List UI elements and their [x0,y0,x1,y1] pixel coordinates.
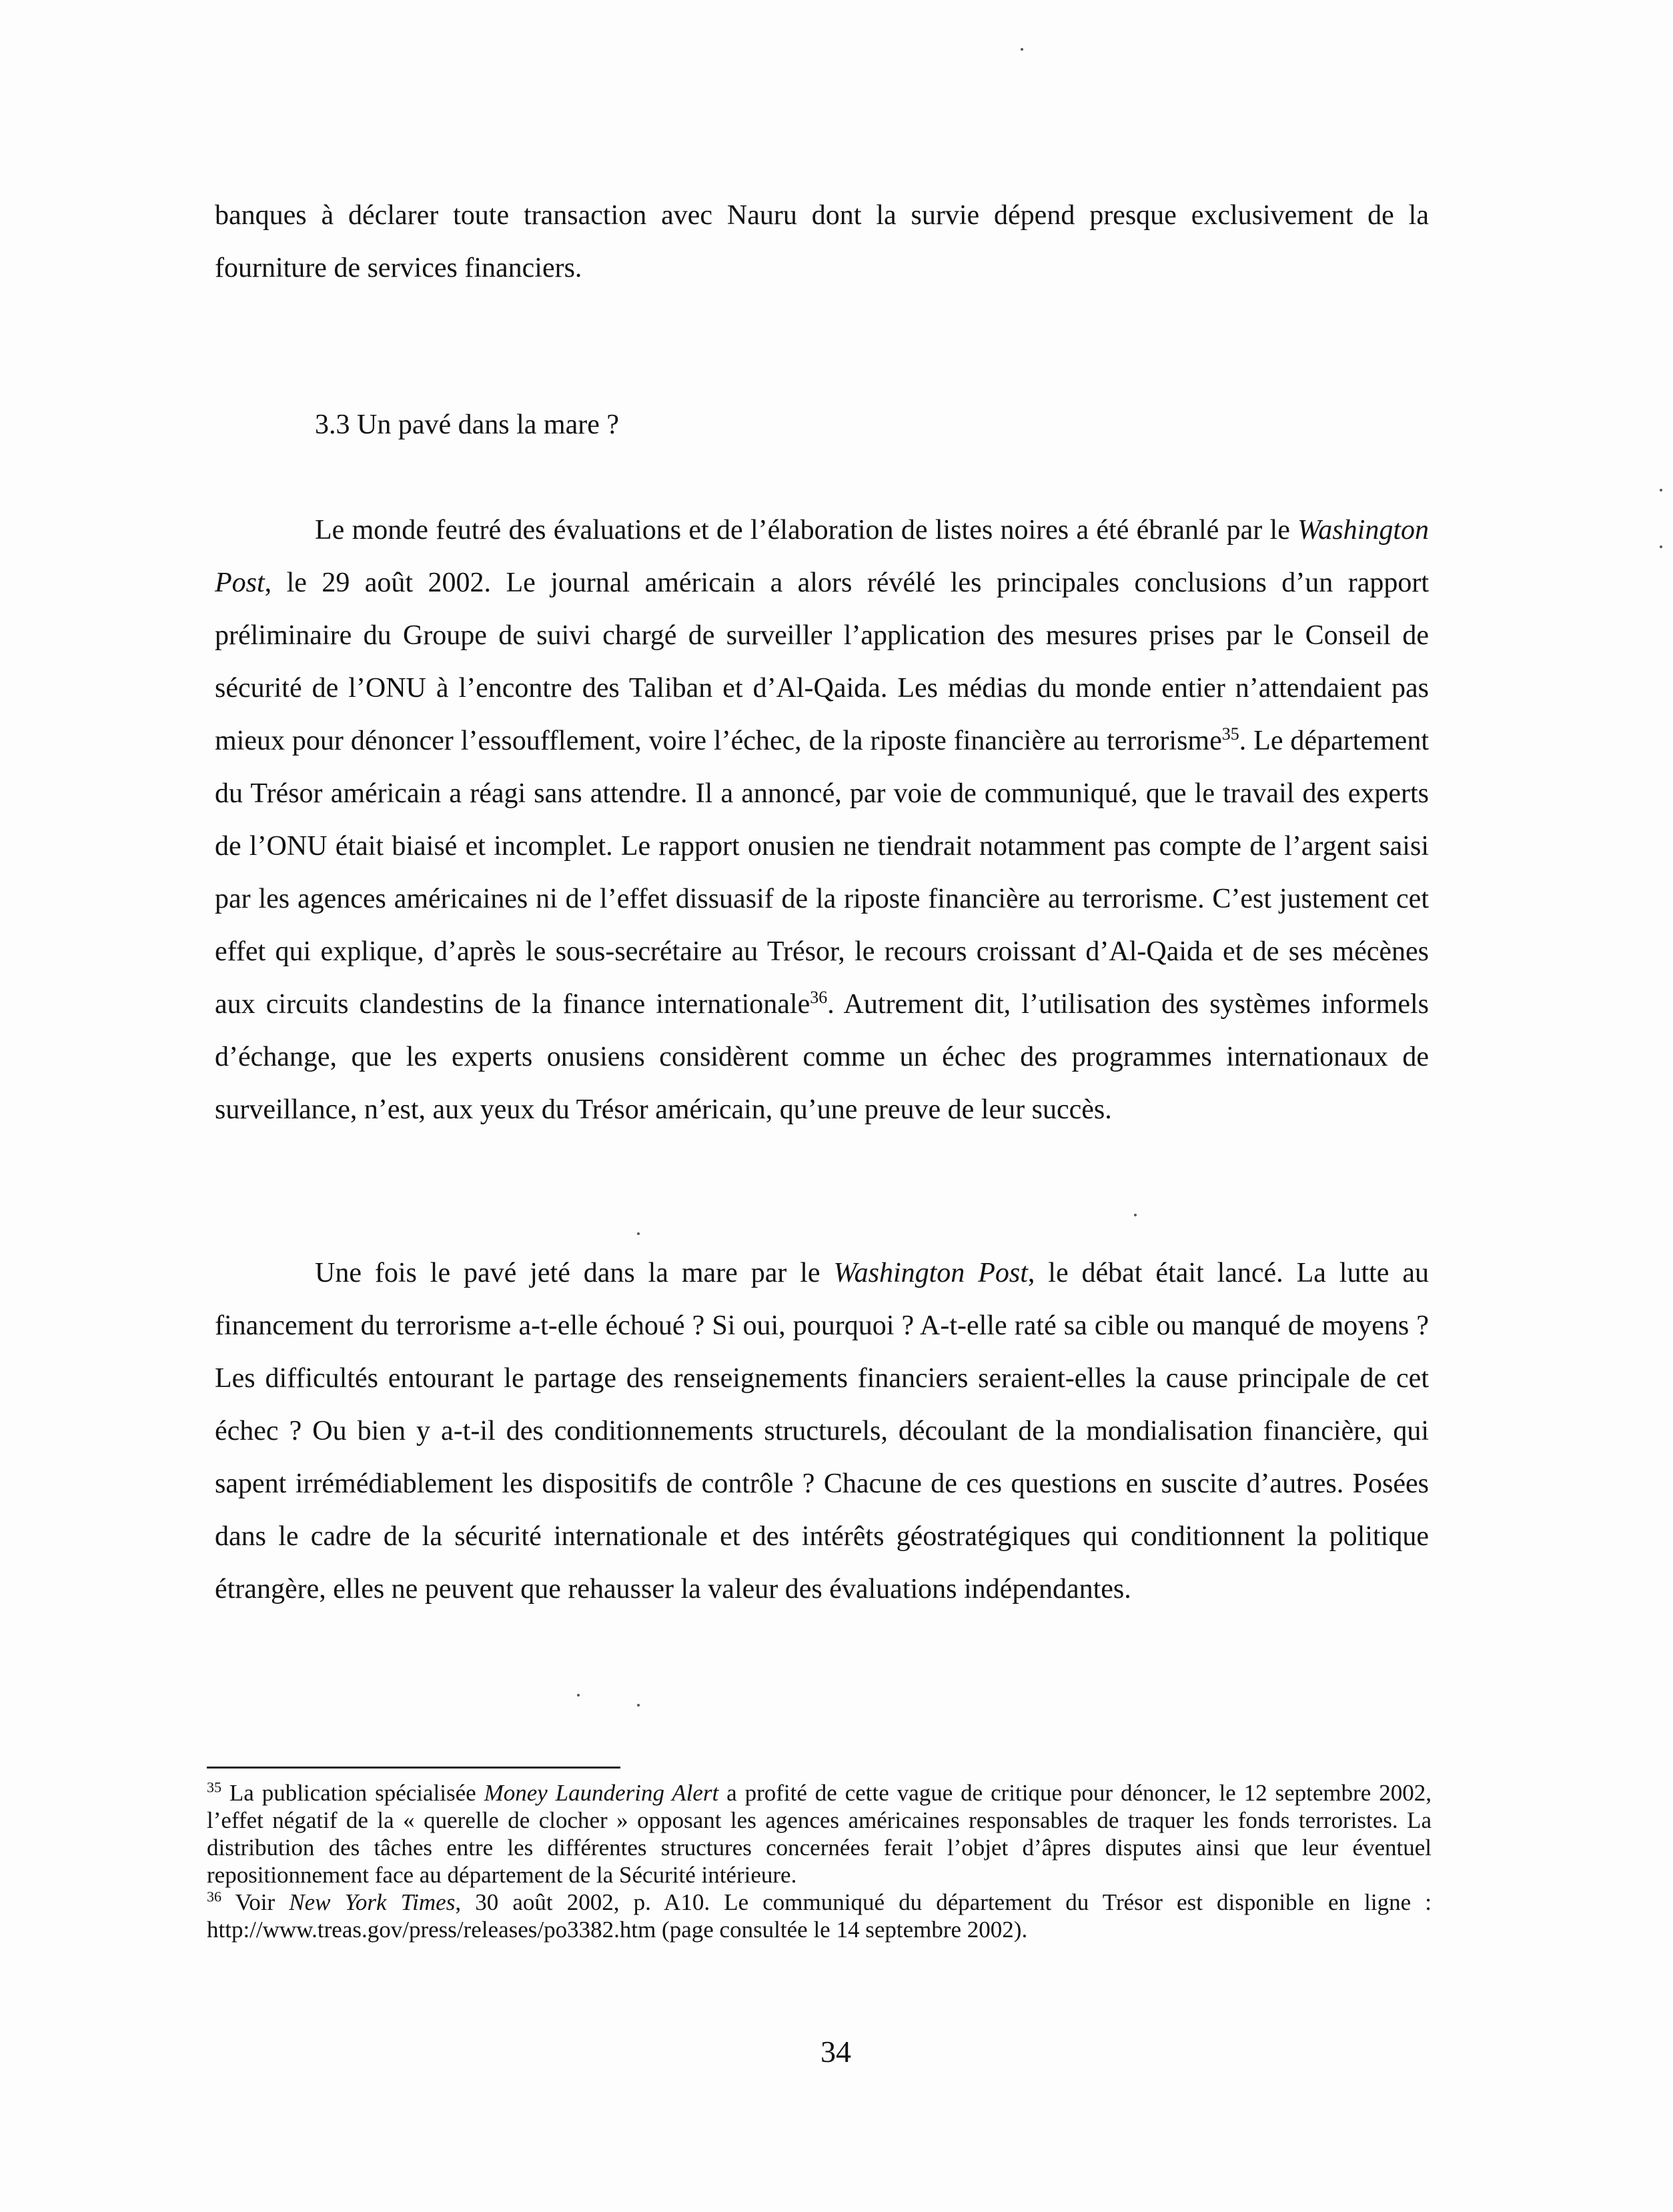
footnotes-section [207,1779,1432,1943]
paragraph-2-text-a: Une fois le pavé jeté dans la mare par le [315,1258,834,1288]
scan-speck [1021,48,1023,51]
footnote-35-number: 35 [207,1779,221,1796]
section-heading: 3.3 Un pavé dans la mare ? [315,409,619,440]
paragraph-2-text-b: , le débat était lancé. La lutte au financement du terrorisme a-t-elle échoué ? Si oui, pourquoi ? A-t-elle raté sa cible ou manqué de moyens ? Les difficultés entourant le partage des renseignements financiers seraient-elles la cause principale de cet échec ? Ou bien y a-t-il des conditionnements structurels, découlant de la mondialisation financière, qui sapent irrémédiablement les dispositifs de contrôle ? Chacune de ces questions en suscite d’autres. Posées dans le cadre de la sécurité internationale et des intérêts géostratégiques qui conditionnent la politique étrangère, elles ne peuvent que rehausser la valeur des évaluations indépendantes. [215,1258,1430,1604]
footnote-36-text-b: , 30 août 2002, p. A10. Le communiqué du département du Trésor est disponible en ligne : http://www.treas.gov/press/releases/po3382.htm (page consultée le 14 septembre 2002). [207,1889,1432,1943]
footnote-36-publication: New York Times [289,1889,456,1915]
scan-speck [1134,1214,1137,1216]
footnote-35 [207,1779,1432,1889]
footnote-divider [207,1767,620,1769]
paragraph-1-text-b: , le 29 août 2002. Le journal américain a alors révélé les principales conclusions d’un rapport préliminaire du Groupe de suivi chargé de surveiller l’application des mesures prises par le Conseil de sécurité de l’ONU à l’encontre des Taliban et d’Al-Qaida. Les médias du monde entier n’attendaient pas mieux pour dénoncer l’essoufflement, voire l’échec, de la riposte financière au terrorisme [215,568,1429,756]
footnote-36-text-a: Voir [221,1889,290,1915]
scan-speck [637,1704,640,1707]
paragraph-2-source-title: Washington Post [833,1258,1028,1288]
footnote-ref-35[interactable]: 35 [1221,724,1239,744]
footnote-36 [207,1889,1432,1943]
paragraph-1-text-c: . Le département du Trésor américain a réagi sans attendre. Il a annoncé, par voie de communiqué, que le travail des experts de l’ONU était biaisé et incomplet. Le rapport onusien ne tiendrait notamment pas compte de l’argent saisi par les agences américaines ni de l’effet dissuasif de la riposte financière au terrorisme. C’est justement cet effet qui explique, d’après le sous-secrétaire au Trésor, le recours croissant d’Al-Qaida et de ses mécènes aux circuits clandestins de la finance internationale [215,726,1429,1020]
continued-paragraph [215,189,1429,295]
page-number: 34 [820,2035,851,2069]
scan-speck [637,1232,640,1235]
footnote-35-text-a: La publication spécialisée [221,1780,484,1806]
scan-speck [577,1694,580,1697]
paragraph-washington-post [215,504,1429,1136]
scan-speck [1660,489,1662,491]
footnote-36-number: 36 [207,1888,221,1905]
footnote-ref-36[interactable]: 36 [810,988,828,1007]
footnote-35-publication: Money Laundering Alert [484,1780,719,1806]
paragraph-1-text-a: Le monde feutré des évaluations et de l’élaboration de listes noires a été ébranlé par le [315,515,1298,545]
scan-speck [1660,545,1662,548]
footnote-35-text-b: a profité de cette vague de critique pour dénoncer, le 12 septembre 2002, l’effet négatif de la « querelle de clocher » opposant les agences américaines responsables de traquer les fonds terroristes. La distribution des tâches entre les différentes structures concernées ferait l’objet d’âpres disputes ainsi que leur éventuel repositionnement face au département de la Sécurité intérieure. [207,1780,1432,1888]
paragraph-debate [215,1247,1429,1616]
paragraph-1-source-title: Washington Post [215,515,1429,598]
paragraph-1-text-d: . Autrement dit, l’utilisation des systèmes informels d’échange, que les experts onusiens considèrent comme un échec des programmes internationaux de surveillance, n’est, aux yeux du Trésor américain, qu’une preuve de leur succès. [215,989,1429,1125]
continued-paragraph-text: banques à déclarer toute transaction avec Nauru dont la survie dépend presque exclusivement de la fourniture de services financiers. [215,200,1429,283]
